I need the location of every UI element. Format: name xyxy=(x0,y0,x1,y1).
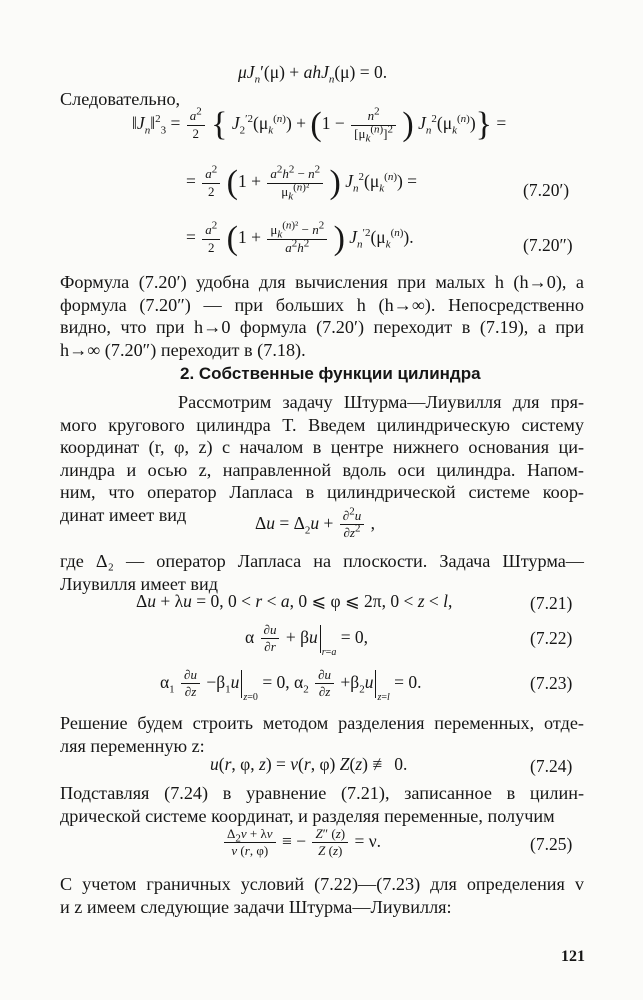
text-therefore: Следовательно, xyxy=(60,89,181,109)
label-7-20-double-prime: (7.20″) xyxy=(523,235,573,255)
paragraph-boundary xyxy=(60,873,584,918)
text-line: где Δ₂ — оператор Лапласа на плоскости. Задача Штурма— xyxy=(60,551,584,571)
label-7-24: (7.24) xyxy=(530,756,573,776)
text-line: Подставляя (7.24) в уравнение (7.21), записанное в цилин- xyxy=(60,783,584,803)
paragraph-formula xyxy=(60,271,584,361)
equation-7-20-line1: $‖J_n‖^2_3$ = $\frac{a^2}{2}$ { $J_2^{'2}(\mu_k^{(n)}) + (1$ − $\frac{n^2}{[\mu_k^{(n)}]^2}$ ) $J_n^2(\mu_k^{(n)})$} = xyxy=(132,105,507,145)
text-line: ляя переменную z: xyxy=(60,735,205,756)
equation-7-20-double-prime: = $\frac{a^2}{2}$ (1 + $\frac{\mu_k^{(n)^2} - n^2}{a^2h^2}$ ) $J_n^{'2}(\mu_k^{(n)})$. xyxy=(186,219,414,257)
equation-7-24: u(r, φ, z) = v(r, φ) Z(z) ≢ 0. xyxy=(210,754,408,774)
equation-laplace: $\Delta u = \Delta_2u$ + $\frac{\partial^2u}{\partial z^2}$ , xyxy=(255,505,375,541)
label-7-23: (7.23) xyxy=(530,673,573,693)
text-line: динат имеет вид xyxy=(60,504,187,525)
text-line: и z имеем следующие задачи Штурма—Лиувилля: xyxy=(60,896,452,917)
text-line: дрической системе координат, и разделяя переменные, получим xyxy=(60,805,555,826)
equation-7-25: $\frac{\Delta_2v + \lambda v}{v (r, \varphi)}$ ≡ − $\frac{Z'' (z)}{Z (z)}$ = ν. xyxy=(222,826,381,860)
text-line: видно, что при h→0 формула (7.20′) переходит в (7.19), а при xyxy=(60,317,584,337)
equation-7-22: α $\frac{\partial u}{\partial r}$ + $\beta u_{r=a} = 0$, xyxy=(245,622,369,658)
equation-7-21: Δu + λu = 0, 0 < r < a, 0 ⩽ φ ⩽ 2π, 0 < z < l, xyxy=(136,591,453,611)
page-number: 121 xyxy=(561,948,585,965)
section-title: 2. Собственные функции цилиндра xyxy=(180,364,481,383)
label-7-21: (7.21) xyxy=(530,593,573,613)
paragraph-sturm xyxy=(60,391,584,526)
text-line: Формула (7.20′) удобна для вычисления при малых h (h→0), а xyxy=(60,272,584,292)
label-7-25: (7.25) xyxy=(530,834,573,854)
text-line: С учетом граничных условий (7.22)—(7.23) для определения v xyxy=(60,874,584,894)
text-line: координат (r, φ, z) с началом в центре нижнего основания ци- xyxy=(60,437,584,457)
label-7-22: (7.22) xyxy=(530,628,573,648)
label-7-20-prime: (7.20′) xyxy=(523,180,570,200)
text-line: линдра и осью z, направленной вдоль оси цилиндра. Напом- xyxy=(60,459,584,480)
paragraph-substitute xyxy=(60,782,584,827)
text-line: Лиувилля имеет вид xyxy=(60,573,219,594)
equation-top: $\mu J_n'(\mu) + ahJ_n(\mu) = 0$. xyxy=(238,62,388,86)
text-line: мого кругового цилиндра T. Введем цилиндрическую систему xyxy=(60,414,584,435)
text-line: h→∞ (7.20″) переходит в (7.18). xyxy=(60,339,306,360)
text-line: Рассмотрим задачу Штурма—Лиувилля для пря- xyxy=(178,392,584,412)
text-line: формула (7.20″) — при больших h (h→∞). Непосредственно xyxy=(60,294,584,315)
paragraph-separation xyxy=(60,712,584,757)
text-line: ним, что оператор Лапласа в цилиндрической системе коор- xyxy=(60,482,584,502)
text-line: Решение будем строить методом разделения переменных, отде- xyxy=(60,713,584,733)
paragraph-delta2 xyxy=(60,550,584,595)
equation-7-23: $\alpha_1$ $\frac{\partial u}{\partial z}$ $-\beta_1u_{z=0} = 0$, $\alpha_2$ $\frac{\partial u}{\partial z}$ $+\beta_2u_{z=l} = 0$. xyxy=(160,667,422,703)
equation-7-20-prime: = $\frac{a^2}{2}$ (1 + $\frac{a^2h^2 - n^2}{\mu_k^{(n)^2}}$ ) $J_n^2(\mu_k^{(n)})$ = xyxy=(186,163,418,203)
